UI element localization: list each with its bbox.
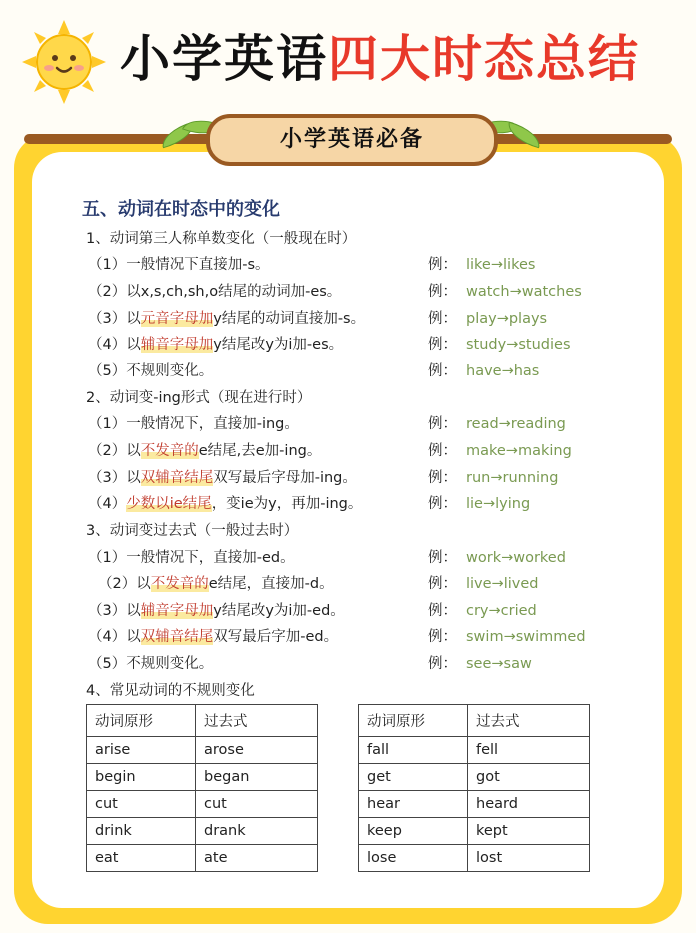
rule-part: 一般情况下，直接加-ed。 [126,550,295,566]
rule-part: ，变ie为y，再加-ing。 [211,496,363,512]
past-tense-cell: drank [196,818,318,845]
rule-part: 不规则变化。 [126,656,214,672]
past-tense-cell: fell [468,737,590,764]
rule-text [88,465,357,491]
table-row [359,818,590,845]
example-label: 例： [428,496,457,512]
base-form-cell: begin [87,764,196,791]
rule-text [88,545,295,571]
example-label: 例： [428,629,457,645]
rule-part: 双写最后字母加-ing。 [213,470,357,486]
table-row [359,764,590,791]
col-base-form: 动词原形 [359,705,468,737]
table-row [87,818,318,845]
base-form-cell: arise [87,737,196,764]
irregular-heading: 4、常见动词的不规则变化 [86,683,255,699]
rule-number: （1） [88,550,127,566]
rule-part: 一般情况下直接加-s。 [126,257,270,273]
rule-text [88,624,338,650]
past-tense-cell: kept [468,818,590,845]
example-text: make→making [466,443,572,459]
rule-number: （1） [88,257,127,273]
rule-keyword: 辅音字母加 [140,603,214,619]
rule-keyword: 辅音字母加 [140,337,214,353]
rule-number: （5） [88,656,127,672]
example-label: 例： [428,470,457,486]
base-form-cell: get [359,764,468,791]
rule-part: 以 [136,576,151,592]
rule-keyword: 双辅音结尾 [140,470,214,486]
base-form-cell: keep [359,818,468,845]
past-tense-cell: got [468,764,590,791]
example-text: live→lived [466,576,539,592]
table-row [87,737,318,764]
rule-part: 以 [126,603,141,619]
rule-part: 不规则变化。 [126,363,214,379]
group-heading: 1、动词第三人称单数变化（一般现在时） [86,231,357,247]
example-label: 例： [428,443,457,459]
rule-text [88,491,362,517]
ribbon-banner [206,114,498,166]
example-text: play→plays [466,311,548,327]
rule-keyword: 少数以ie结尾 [126,496,212,512]
rule-number: （3） [88,311,127,327]
rule-part: 以 [126,337,141,353]
base-form-cell: hear [359,791,468,818]
rule-part: e结尾，直接加-d。 [208,576,334,592]
example-text: cry→cried [466,603,537,619]
past-tense-cell: heard [468,791,590,818]
example-text: run→running [466,470,559,486]
table-header-row [87,705,318,737]
table-row [87,845,318,872]
section-title: 五、动词在时态中的变化 [82,199,280,220]
rule-text [88,598,345,624]
example-text: swim→swimmed [466,629,586,645]
table-header-row [359,705,590,737]
rule-text [88,332,343,358]
rule-keyword: 双辅音结尾 [140,629,214,645]
rule-part: 以 [126,629,141,645]
title-red: 四大时态总结 [328,30,640,88]
rule-text [88,358,213,384]
rule-part: y结尾改y为i加-es。 [213,337,344,353]
example-text: see→saw [466,656,532,672]
irregular-table-right [358,704,590,872]
table-row [359,737,590,764]
rule-number: （5） [88,363,127,379]
example-label: 例： [428,603,457,619]
irregular-table-left [86,704,318,872]
rule-part: 以 [126,470,141,486]
past-tense-cell: began [196,764,318,791]
rule-keyword: 不发音的 [150,576,209,592]
rule-number: （4） [88,496,127,512]
rule-part: 以 [126,443,141,459]
rule-text [88,651,213,677]
past-tense-cell: cut [196,791,318,818]
rule-text [88,252,270,278]
base-form-cell: eat [87,845,196,872]
table-row [87,764,318,791]
rule-text [98,571,334,597]
title-black: 小学英语 [120,30,328,88]
example-text: read→reading [466,416,566,432]
past-tense-cell: lost [468,845,590,872]
rule-number: （3） [88,470,127,486]
past-tense-cell: arose [196,737,318,764]
col-past-tense: 过去式 [468,705,590,737]
example-label: 例： [428,550,457,566]
past-tense-cell: ate [196,845,318,872]
rule-keyword: 不发音的 [140,443,199,459]
rule-part: 以x,s,ch,sh,o结尾的动词加-es。 [126,284,342,300]
example-label: 例： [428,337,457,353]
example-label: 例： [428,576,457,592]
base-form-cell: lose [359,845,468,872]
example-label: 例： [428,363,457,379]
rule-number: （2） [98,576,137,592]
example-label: 例： [428,656,457,672]
rule-part: e结尾,去e加-ing。 [198,443,322,459]
example-label: 例： [428,416,457,432]
rule-part: 以 [126,311,141,327]
example-text: have→has [466,363,540,379]
page-title [120,14,640,104]
example-text: work→worked [466,550,566,566]
rule-number: （4） [88,629,127,645]
rule-keyword: 元音字母加 [140,311,214,327]
group-heading: 3、动词变过去式（一般过去时） [86,523,299,539]
table-row [359,845,590,872]
base-form-cell: drink [87,818,196,845]
base-form-cell: cut [87,791,196,818]
rule-text [88,279,341,305]
rule-text [88,306,365,332]
base-form-cell: fall [359,737,468,764]
example-text: study→studies [466,337,571,353]
example-label: 例： [428,284,457,300]
rule-part: 一般情况下，直接加-ing。 [126,416,299,432]
example-label: 例： [428,311,457,327]
table-row [87,791,318,818]
rule-number: （1） [88,416,127,432]
example-text: like→likes [466,257,536,273]
col-past-tense: 过去式 [196,705,318,737]
rule-part: y结尾的动词直接加-s。 [213,311,366,327]
rule-number: （4） [88,337,127,353]
group-heading: 2、动词变-ing形式（现在进行时） [86,390,312,406]
sun-icon [22,20,106,104]
example-text: lie→lying [466,496,531,512]
rule-text [88,411,299,437]
col-base-form: 动词原形 [87,705,196,737]
rule-number: （2） [88,443,127,459]
rule-number: （3） [88,603,127,619]
ribbon-label: 小学英语必备 [279,127,424,152]
example-label: 例： [428,257,457,273]
rule-part: y结尾改y为i加-ed。 [213,603,345,619]
table-row [359,791,590,818]
example-text: watch→watches [466,284,582,300]
rule-text [88,438,321,464]
rule-number: （2） [88,284,127,300]
rule-part: 双写最后字加-ed。 [213,629,339,645]
